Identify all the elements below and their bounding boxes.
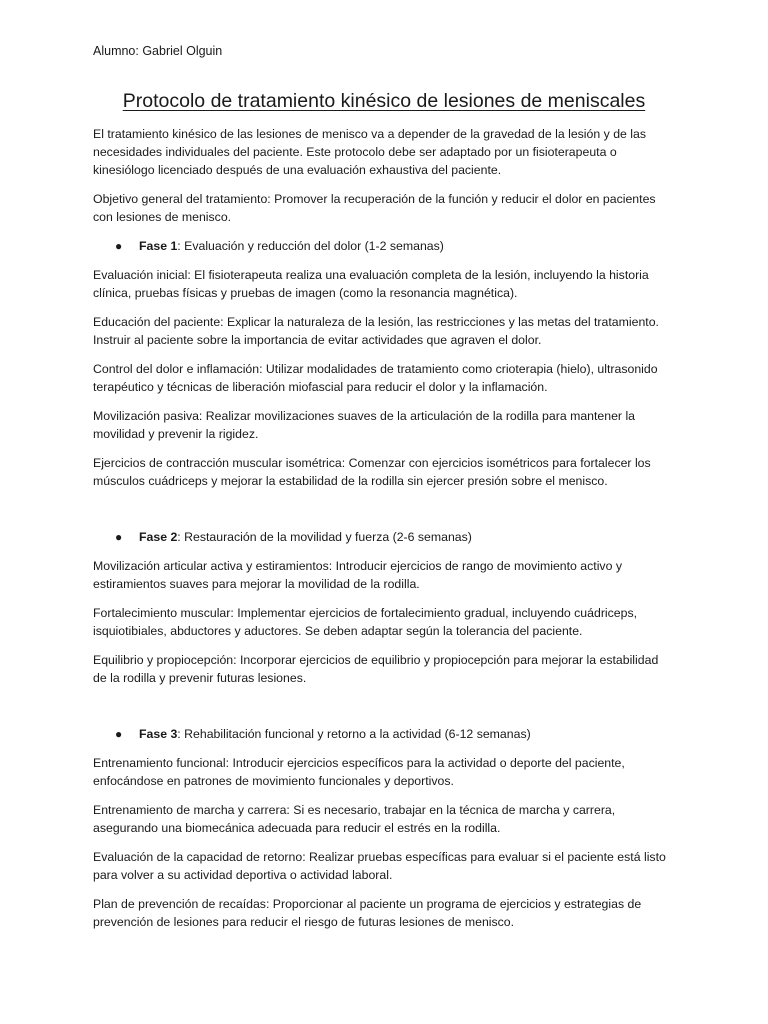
- phase-paragraph: Evaluación de la capacidad de retorno: Realizar pruebas específicas para evaluar si el paciente está listo para volver a su actividad deportiva o actividad laboral.: [93, 850, 666, 882]
- phase-paragraph: Ejercicios de contracción muscular isométrica: Comenzar con ejercicios isométricos para fortalecer los músculos cuádriceps y mejorar la estabilidad de la rodilla sin ejercer presión sobre el menisco.: [93, 456, 651, 488]
- phase-title: : Rehabilitación funcional y retorno a la actividad (6-12 semanas): [177, 727, 531, 741]
- objective-paragraph: Objetivo general del tratamiento: Promover la recuperación de la función y reducir el dolor en pacientes con lesiones de menisco.: [93, 192, 656, 224]
- phase-label: Fase 3: [139, 727, 178, 741]
- phase-paragraph: Plan de prevención de recaídas: Proporcionar al paciente un programa de ejercicios y estrategias de prevención de lesiones para reducir el riesgo de futuras lesiones de menisco.: [93, 897, 642, 929]
- phase-heading: [93, 725, 675, 743]
- phase-paragraph: Entrenamiento funcional: Introducir ejercicios específicos para la actividad o deporte del paciente, enfocándose en patrones de movimiento funcionales y deportivos.: [93, 756, 625, 788]
- phase-paragraph: Movilización pasiva: Realizar movilizaciones suaves de la articulación de la rodilla para mantener la movilidad y prevenir la rigidez.: [93, 409, 636, 441]
- document-title: Protocolo de tratamiento kinésico de lesiones de meniscales: [122, 90, 646, 112]
- phase-title: : Evaluación y reducción del dolor (1-2 semanas): [177, 239, 444, 253]
- student-name: Alumno: Gabriel Olguin: [93, 44, 223, 58]
- phase-label: Fase 1: [139, 239, 178, 253]
- phase-heading: [93, 237, 675, 255]
- phase-paragraph: Fortalecimiento muscular: Implementar ejercicios de fortalecimiento gradual, incluyendo cuádriceps, isquiotibiales, abductores y aductores. Se deben adaptar según la tolerancia del paciente.: [93, 606, 638, 638]
- bullet-icon: ●: [115, 239, 123, 253]
- phase-paragraph: Evaluación inicial: El fisioterapeuta realiza una evaluación completa de la lesión, incluyendo la historia clínica, pruebas físicas y pruebas de imagen (como la resonancia magnética).: [93, 268, 649, 300]
- phase-title: : Restauración de la movilidad y fuerza (2-6 semanas): [177, 530, 472, 544]
- phase-paragraph: Movilización articular activa y estiramientos: Introducir ejercicios de rango de movimiento activo y estiramientos suaves para mejorar la movilidad de la rodilla.: [93, 559, 622, 591]
- blank-line: [93, 501, 675, 528]
- intro-paragraph: El tratamiento kinésico de las lesiones de menisco va a depender de la gravedad de la lesión y de las necesidades individuales del paciente. Este protocolo debe ser adaptado por un fisioterapeuta o kinesiólogo licenciado después de una evaluación exhaustiva del paciente.: [93, 127, 647, 177]
- phase-label: Fase 2: [139, 530, 178, 544]
- blank-line: [93, 698, 675, 725]
- phase-paragraph: Control del dolor e inflamación: Utilizar modalidades de tratamiento como crioterapia (hielo), ultrasonido terapéutico y técnicas de liberación miofascial para reducir el dolor y la inflamación.: [93, 362, 658, 394]
- bullet-icon: ●: [115, 530, 123, 544]
- phase-paragraph: Equilibrio y propiocepción: Incorporar ejercicios de equilibrio y propiocepción para mejorar la estabilidad de la rodilla y prevenir futuras lesiones.: [93, 653, 659, 685]
- phase-heading: [93, 528, 675, 546]
- phase-paragraph: Educación del paciente: Explicar la naturaleza de la lesión, las restricciones y las metas del tratamiento. Instruir al paciente sobre la importancia de evitar actividades que agraven el dolor.: [93, 315, 659, 347]
- bullet-icon: ●: [115, 727, 123, 741]
- document-body: [93, 125, 675, 942]
- phase-paragraph: Entrenamiento de marcha y carrera: Si es necesario, trabajar en la técnica de marcha y carrera, asegurando una biomecánica adecuada para reducir el estrés en la rodilla.: [93, 803, 616, 835]
